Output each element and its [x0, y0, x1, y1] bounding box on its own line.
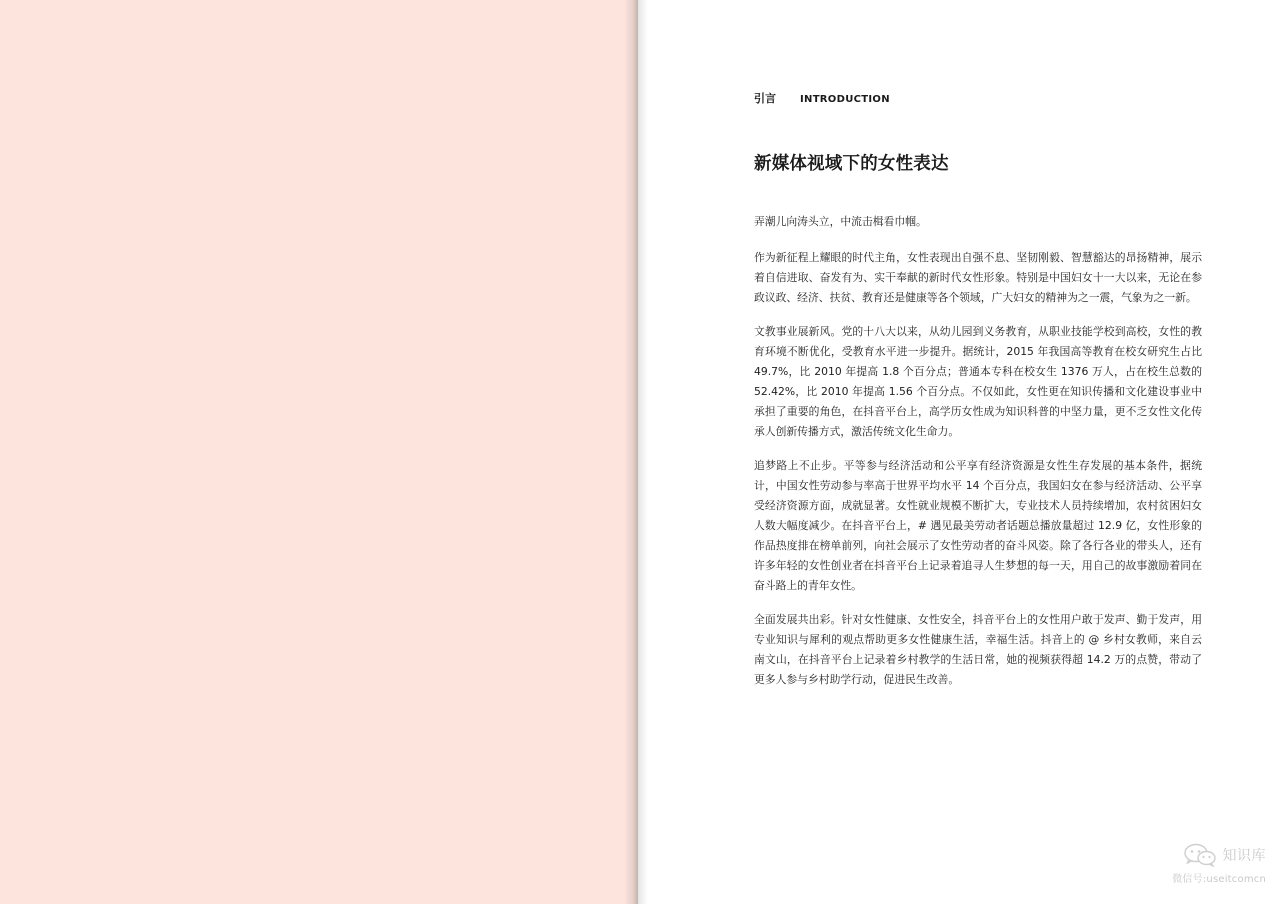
wechat-icon — [1183, 843, 1217, 867]
watermark-name: 知识库 — [1222, 848, 1266, 864]
section-label-en: INTRODUCTION — [800, 94, 890, 105]
page-content — [754, 90, 1202, 704]
paragraph-development: 全面发展共出彩。针对女性健康、女性安全，抖音平台上的女性用户敢于发声、勤于发声，用专业知识与犀利的观点帮助更多女性健康生活，幸福生活。抖音上的 @ 乡村女教师，来自云南文山，在抖音平台上记录着乡村教学的生活日常，她的视频获得超 14.2 万的点赞，带动了更多人参与乡村助学行动，促进民生改善。 — [754, 613, 1202, 686]
watermark-account: 微信号:useitcomcn — [1172, 874, 1266, 885]
section-label — [754, 90, 1202, 110]
right-page — [638, 0, 1276, 904]
paragraph-economy: 追梦路上不止步。平等参与经济活动和公平享有经济资源是女性生存发展的基本条件，据统计，中国女性劳动参与率高于世界平均水平 14 个百分点，我国妇女在参与经济活动、公平享受经济资源方面，成就显著。女性就业规模不断扩大，专业技术人员持续增加，农村贫困妇女人数大幅度减少。在抖音平台上，# 遇见最美劳动者话题总播放量超过 12.9 亿，女性形象的作品热度排在榜单前列，向社会展示了女性劳动者的奋斗风姿。除了各行各业的带头人，还有许多年轻的女性创业者在抖音平台上记录着追寻人生梦想的每一天，用自己的故事激励着同在奋斗路上的青年女性。 — [754, 459, 1202, 592]
watermark — [1146, 842, 1266, 886]
page-title: 新媒体视域下的女性表达 — [754, 154, 949, 174]
section-label-zh: 引言 — [754, 92, 776, 105]
paragraph-education: 文教事业展新风。党的十八大以来，从幼儿园到义务教育，从职业技能学校到高校，女性的教育环境不断优化，受教育水平进一步提升。据统计，2015 年我国高等教育在校女研究生占比 49.7%，比 2010 年提高 1.8 个百分点；普通本专科在校女生 1376 万人，占在校生总数的 52.42%，比 2010 年提高 1.56 个百分点。不仅如此，女性更在知识传播和文化建设事业中承担了重要的角色，在抖音平台上，高学历女性成为知识科普的中坚力量，更不乏女性文化传承人创新传播方式，激活传统文化生命力。 — [754, 325, 1202, 438]
paragraph-quote: 弄潮儿向涛头立，中流击楫看巾帼。 — [754, 215, 927, 228]
body-text — [754, 212, 1202, 690]
paragraph-intro: 作为新征程上耀眼的时代主角，女性表现出自强不息、坚韧刚毅、智慧豁达的昂扬精神，展示着自信进取、奋发有为、实干奉献的新时代女性形象。特别是中国妇女十一大以来，无论在参政议政、经济、扶贫、教育还是健康等各个领域，广大妇女的精神为之一震，气象为之一新。 — [754, 251, 1202, 304]
